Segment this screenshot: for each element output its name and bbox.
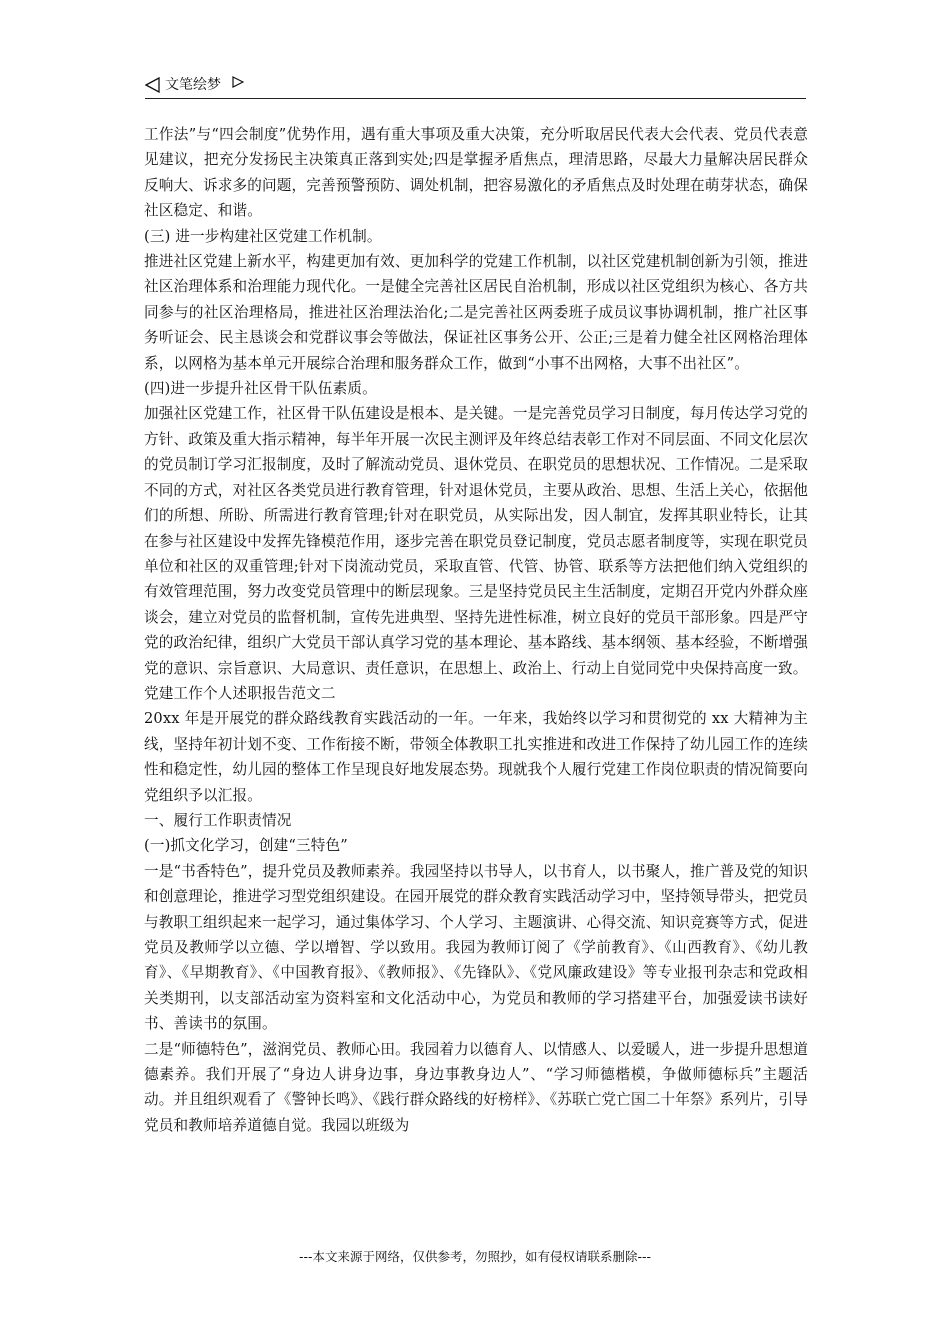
triangle-left-icon <box>145 77 161 93</box>
header-title: 文笔绘梦 <box>165 77 221 93</box>
document-body <box>144 122 808 1138</box>
section-heading-4: (四)进一步提升社区骨干队伍素质。 <box>144 380 377 398</box>
document-subtitle: 党建工作个人述职报告范文二 <box>144 684 336 702</box>
page-header <box>145 74 806 99</box>
paragraph-continued-text: 工作法”与“四会制度”优势作用，遇有重大事项及重大决策，充分听取居民代表大会代表、党员代表意见建议，把充分发扬民主决策真正落到实处;四是掌握矛盾焦点，理清思路，尽最大力量解决居民群众反响大、诉求多的问题，完善预警预防、调处机制，把容易激化的矛盾焦点及时处理在萌芽状态，确保社区稳定、和谐。 <box>144 126 808 220</box>
paragraph-cadre-team: 加强社区党建工作，社区骨干队伍建设是根本、是关键。一是完善党员学习日制度，每月传达学习党的方针、政策及重大指示精神，每半年开展一次民主测评及年终总结表彰工作对不同层面、不同文化层次的党员制订学习汇报制度，及时了解流动党员、退休党员、在职党员的思想状况、工作情况。二是采取不同的方式，对社区各类党员进行教育管理，针对退休党员，主要从政治、思想、生活上关心，依据他们的所想、所盼、所需进行教育管理;针对在职党员，从实际出发，因人制宜，发挥其职业特长，让其在参与社区建设中发挥先锋模范作用，逐步完善在职党员登记制度，党员志愿者制度等，实现在职党员单位和社区的双重管理;针对下岗流动党员，采取直管、代管、协管、联系等方法把他们纳入党组织的有效管理范围，努力改变党员管理中的断层现象。三是坚持党员民主生活制度，定期召开党内外群众座谈会，建立对党员的监督机制，宣传先进典型、坚持先进性标准，树立良好的党员干部形象。四是严守党的政治纪律，组织广大党员干部认真学习党的基本理论、基本路线、基本纲领、基本经验，不断增强党的意识、宗旨意识、大局意识、责任意识，在思想上、政治上、行动上自觉同党中央保持高度一致。 <box>144 405 808 677</box>
paragraph-mechanism: 推进社区党建上新水平，构建更加有效、更加科学的党建工作机制，以社区党建机制创新为引领，推进社区治理体系和治理能力现代化。一是健全完善社区居民自治机制，形成以社区党组织为核心、各方共同参与的社区治理格局，推进社区治理法治化;二是完善社区两委班子成员议事协调机制，推广社区事务听证会、民主恳谈会和党群议事会等做法，保证社区事务公开、公正;三是着力健全社区网格治理体系，以网格为基本单元开展综合治理和服务群众工作，做到“小事不出网格，大事不出社区”。 <box>144 253 808 372</box>
paragraph-intro: 20xx 年是开展党的群众路线教育实践活动的一年。一年来，我始终以学习和贯彻党的 xx 大精神为主线，坚持年初计划不变、工作衔接不断，带领全体教职工扎实推进和改进工作保持了幼儿园工作的连续性和稳定性，幼儿园的整体工作呈现良好地发展态势。现就我个人履行党建工作岗位职责的情况简要向党组织予以汇报。 <box>144 710 808 804</box>
section-heading-duties: 一、履行工作职责情况 <box>144 811 292 829</box>
footer-disclaimer: ---本文来源于网络，仅供参考，勿照抄，如有侵权请联系删除--- <box>298 1249 652 1264</box>
section-heading-3: (三) 进一步构建社区党建工作机制。 <box>144 227 382 245</box>
subsection-heading-culture: (一)抓文化学习，创建“三特色” <box>144 837 348 855</box>
triangle-right-icon <box>232 76 244 88</box>
paragraph-ethics-feature: 二是“师德特色”，滋润党员、教师心田。我园着力以德育人、以情感人、以爱暖人，进一步提升思想道德素养。我们开展了“身边人讲身边事，身边事教身边人”、“学习师德楷模，争做师德标兵”主题活动。并且组织观看了《警钟长鸣》、《践行群众路线的好榜样》、《苏联亡党亡国二十年祭》系列片，引导党员和教师培养道德自觉。我园以班级为 <box>144 1040 808 1134</box>
paragraph-book-feature: 一是“书香特色”，提升党员及教师素养。我园坚持以书导人，以书育人，以书聚人，推广普及党的知识和创意理论，推进学习型党组织建设。在园开展党的群众教育实践活动学习中，坚持领导带头，把党员与教职工组织起来一起学习，通过集体学习、个人学习、主题演讲、心得交流、知识竞赛等方式，促进党员及教师学以立德、学以增智、学以致用。我园为教师订阅了《学前教育》、《山西教育》、《幼儿教育》、《早期教育》、《中国教育报》、《教师报》、《先锋队》、《党风廉政建设》等专业报刊杂志和党政相关类期刊，以支部活动室为资料室和文化活动中心，为党员和教师的学习搭建平台，加强爱读书读好书、善读书的氛围。 <box>144 862 808 1033</box>
